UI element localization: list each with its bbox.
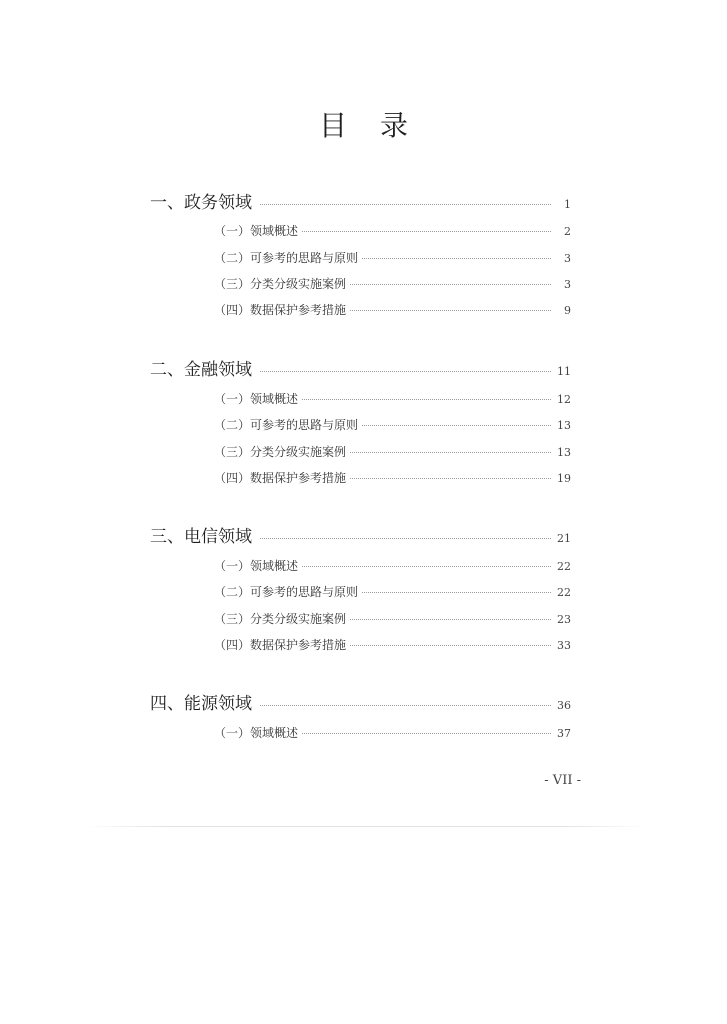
- page-number: 11: [557, 365, 571, 378]
- page-number: 13: [557, 446, 571, 459]
- toc-section-1-1[interactable]: [214, 222, 571, 239]
- toc-section-4-1[interactable]: [214, 724, 571, 741]
- chapter-title: 四、能源领域: [150, 694, 252, 714]
- section-title: （二）可参考的思路与原则: [214, 585, 359, 599]
- toc-section-2-3[interactable]: [214, 443, 571, 460]
- section-title: （一）领域概述: [214, 559, 299, 573]
- page-number: 3: [564, 252, 571, 265]
- toc-chapter-4[interactable]: [150, 689, 571, 714]
- dot-leader: [302, 399, 551, 400]
- section-title: （四）数据保护参考措施: [214, 471, 347, 485]
- page-number: 3: [564, 278, 571, 291]
- chapter-title: 二、金融领域: [150, 360, 252, 380]
- dot-leader: [350, 452, 551, 453]
- dot-leader: [260, 371, 551, 372]
- chapter-title: 一、政务领域: [150, 193, 252, 213]
- toc-chapter-3[interactable]: [150, 522, 571, 547]
- toc-section-2-4[interactable]: [214, 469, 571, 486]
- dot-leader: [362, 425, 551, 426]
- section-title: （三）分类分级实施案例: [214, 277, 347, 291]
- toc-section-1-3[interactable]: [214, 275, 571, 292]
- page-number: 33: [557, 639, 571, 652]
- toc-section-3-1[interactable]: [214, 557, 571, 574]
- toc-section-3-2[interactable]: [214, 583, 571, 600]
- toc-chapter-2[interactable]: [150, 355, 571, 380]
- dot-leader: [260, 705, 551, 706]
- section-title: （四）数据保护参考措施: [214, 638, 347, 652]
- section-title: （三）分类分级实施案例: [214, 612, 347, 626]
- dot-leader: [362, 258, 551, 259]
- page-number: 36: [557, 699, 571, 712]
- toc-section-3-4[interactable]: [214, 636, 571, 653]
- page-number: 23: [557, 613, 571, 626]
- page-number: 1: [564, 198, 571, 211]
- dot-leader: [260, 204, 551, 205]
- dot-leader: [350, 645, 551, 646]
- dot-leader: [350, 478, 551, 479]
- dot-leader: [260, 538, 551, 539]
- toc-section-2-1[interactable]: [214, 390, 571, 407]
- page-number: 22: [557, 586, 571, 599]
- section-title: （二）可参考的思路与原则: [214, 418, 359, 432]
- dot-leader: [302, 231, 551, 232]
- section-title: （四）数据保护参考措施: [214, 303, 347, 317]
- page-number: 37: [557, 727, 571, 740]
- page-number: 22: [557, 560, 571, 573]
- page-folio: - VII -: [544, 773, 581, 788]
- toc-section-3-3[interactable]: [214, 610, 571, 627]
- page-number: 21: [557, 532, 571, 545]
- dot-leader: [350, 310, 551, 311]
- section-title: （三）分类分级实施案例: [214, 445, 347, 459]
- section-title: （一）领域概述: [214, 224, 299, 238]
- chapter-title: 三、电信领域: [150, 527, 252, 547]
- page-number: 19: [557, 472, 571, 485]
- toc-chapter-1[interactable]: [150, 188, 571, 213]
- page-number: 9: [564, 304, 571, 317]
- section-title: （二）可参考的思路与原则: [214, 251, 359, 265]
- dot-leader: [362, 592, 551, 593]
- section-title: （一）领域概述: [214, 726, 299, 740]
- toc-section-2-2[interactable]: [214, 416, 571, 433]
- dot-leader: [302, 733, 551, 734]
- dot-leader: [350, 619, 551, 620]
- page-title: 目 录: [319, 109, 420, 142]
- page-number: 2: [564, 225, 571, 238]
- section-title: （一）领域概述: [214, 392, 299, 406]
- page-number: 13: [557, 419, 571, 432]
- toc-section-1-2[interactable]: [214, 249, 571, 266]
- dot-leader: [350, 284, 551, 285]
- dot-leader: [302, 566, 551, 567]
- scan-edge-line: [86, 826, 646, 827]
- toc-section-1-4[interactable]: [214, 301, 571, 318]
- page-number: 12: [557, 393, 571, 406]
